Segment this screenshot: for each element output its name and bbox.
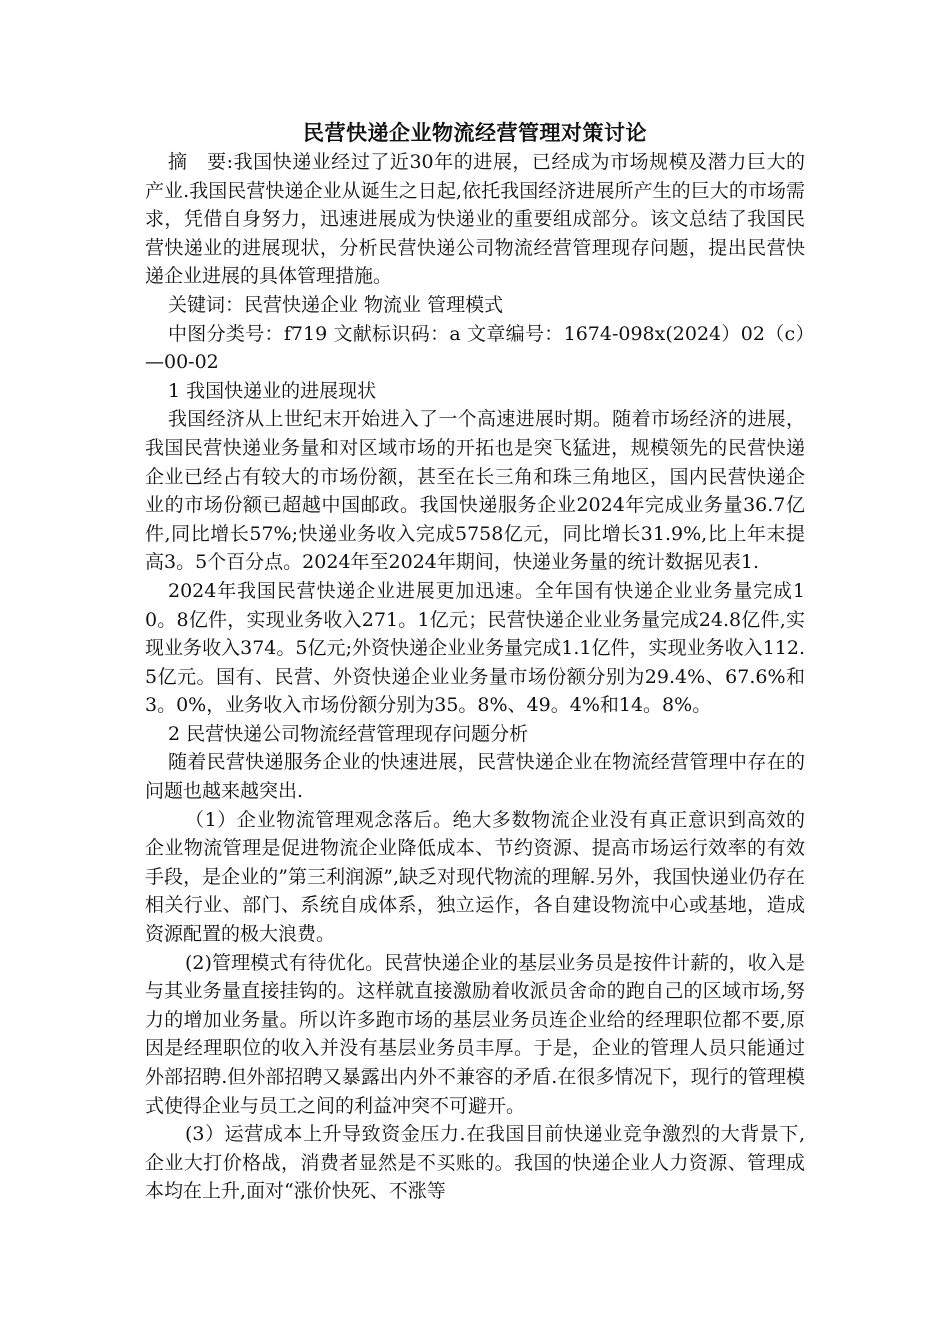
keywords-line: 关键词：民营快递企业 物流业 管理模式 [168, 293, 504, 316]
section-heading-1: 1 我国快递业的进展现状 [168, 379, 377, 402]
section-heading-2: 2 民营快递公司物流经营管理现存问题分析 [168, 722, 529, 745]
document-title: 民营快递企业物流经营管理对策讨论 [303, 120, 647, 145]
body-paragraph: 2024年我国民营快递企业进展更加迅速。全年国有快递企业业务量完成10。8亿件，实现业务收入271。1亿元；民营快递企业业务量完成24.8亿件,实现业务收入374。5亿元;外资快递企业业务量完成1.1亿件，实现业务收入112.5亿元。国有、民营、外资快递企业业务量市场份额分别为29.4%、67.6%和3。0%，业务收入市场份额分别为35。8%、49。4%和14。8%。 [145, 579, 805, 717]
list-item-paragraph: (3）运营成本上升导致资金压力.在我国目前快递业竞争激烈的大背景下,企业大打价格战，消费者显然是不买账的。我国的快递企业人力资源、管理成本均在上升,面对“涨价快死、不涨等 [145, 1123, 805, 1203]
classification-line: 中图分类号：f719 文献标识码：a 文章编号：1674-098x(2024）02（c）—00-02 [145, 322, 805, 374]
body-paragraph: 我国经济从上世纪末开始进入了一个高速进展时期。随着市场经济的进展，我国民营快递业务量和对区域市场的开拓也是突飞猛进，规模领先的民营快递企业已经占有较大的市场份额，甚至在长三角和珠三角地区，国内民营快递企业的市场份额已超越中国邮政。我国快递服务企业2024年完成业务量36.7亿件,同比增长57%;快递业务收入完成5758亿元，同比增长31.9%,比上年末提高3。5个百分点。2024年至2024年期间，快递业务量的统计数据见表1. [145, 408, 805, 574]
document-page [145, 118, 805, 1206]
body-paragraph: 随着民营快递服务企业的快速进展，民营快递企业在物流经营管理中存在的问题也越来越突出. [145, 751, 805, 803]
abstract-paragraph: 摘 要:我国快递业经过了近30年的进展，已经成为市场规模及潜力巨大的产业.我国民营快递企业从诞生之日起,依托我国经济进展所产生的巨大的市场需求，凭借自身努力，迅速进展成为快递业的重要组成部分。该文总结了我国民营快递业的进展现状，分析民营快递公司物流经营管理现存问题，提出民营快递企业进展的具体管理措施。 [145, 151, 805, 288]
list-item-paragraph: (2)管理模式有待优化。民营快递企业的基层业务员是按件计薪的，收入是与其业务量直接挂钩的。这样就直接激励着收派员舍命的跑自己的区域市场,努力的增加业务量。所以许多跑市场的基层业务员连企业给的经理职位都不要,原因是经理职位的收入并没有基层业务员丰厚。于是，企业的管理人员只能通过外部招聘.但外部招聘又暴露出内外不兼容的矛盾.在很多情况下，现行的管理模式使得企业与员工之间的利益冲突不可避开。 [145, 951, 805, 1117]
list-item-paragraph: （1）企业物流管理观念落后。绝大多数物流企业没有真正意识到高效的企业物流管理是促进物流企业降低成本、节约资源、提高市场运行效率的有效手段，是企业的”第三利润源”,缺乏对现代物流的理解.另外，我国快递业仍存在相关行业、部门、系统自成体系，独立运作，各自建设物流中心或基地，造成资源配置的极大浪费。 [145, 808, 805, 946]
